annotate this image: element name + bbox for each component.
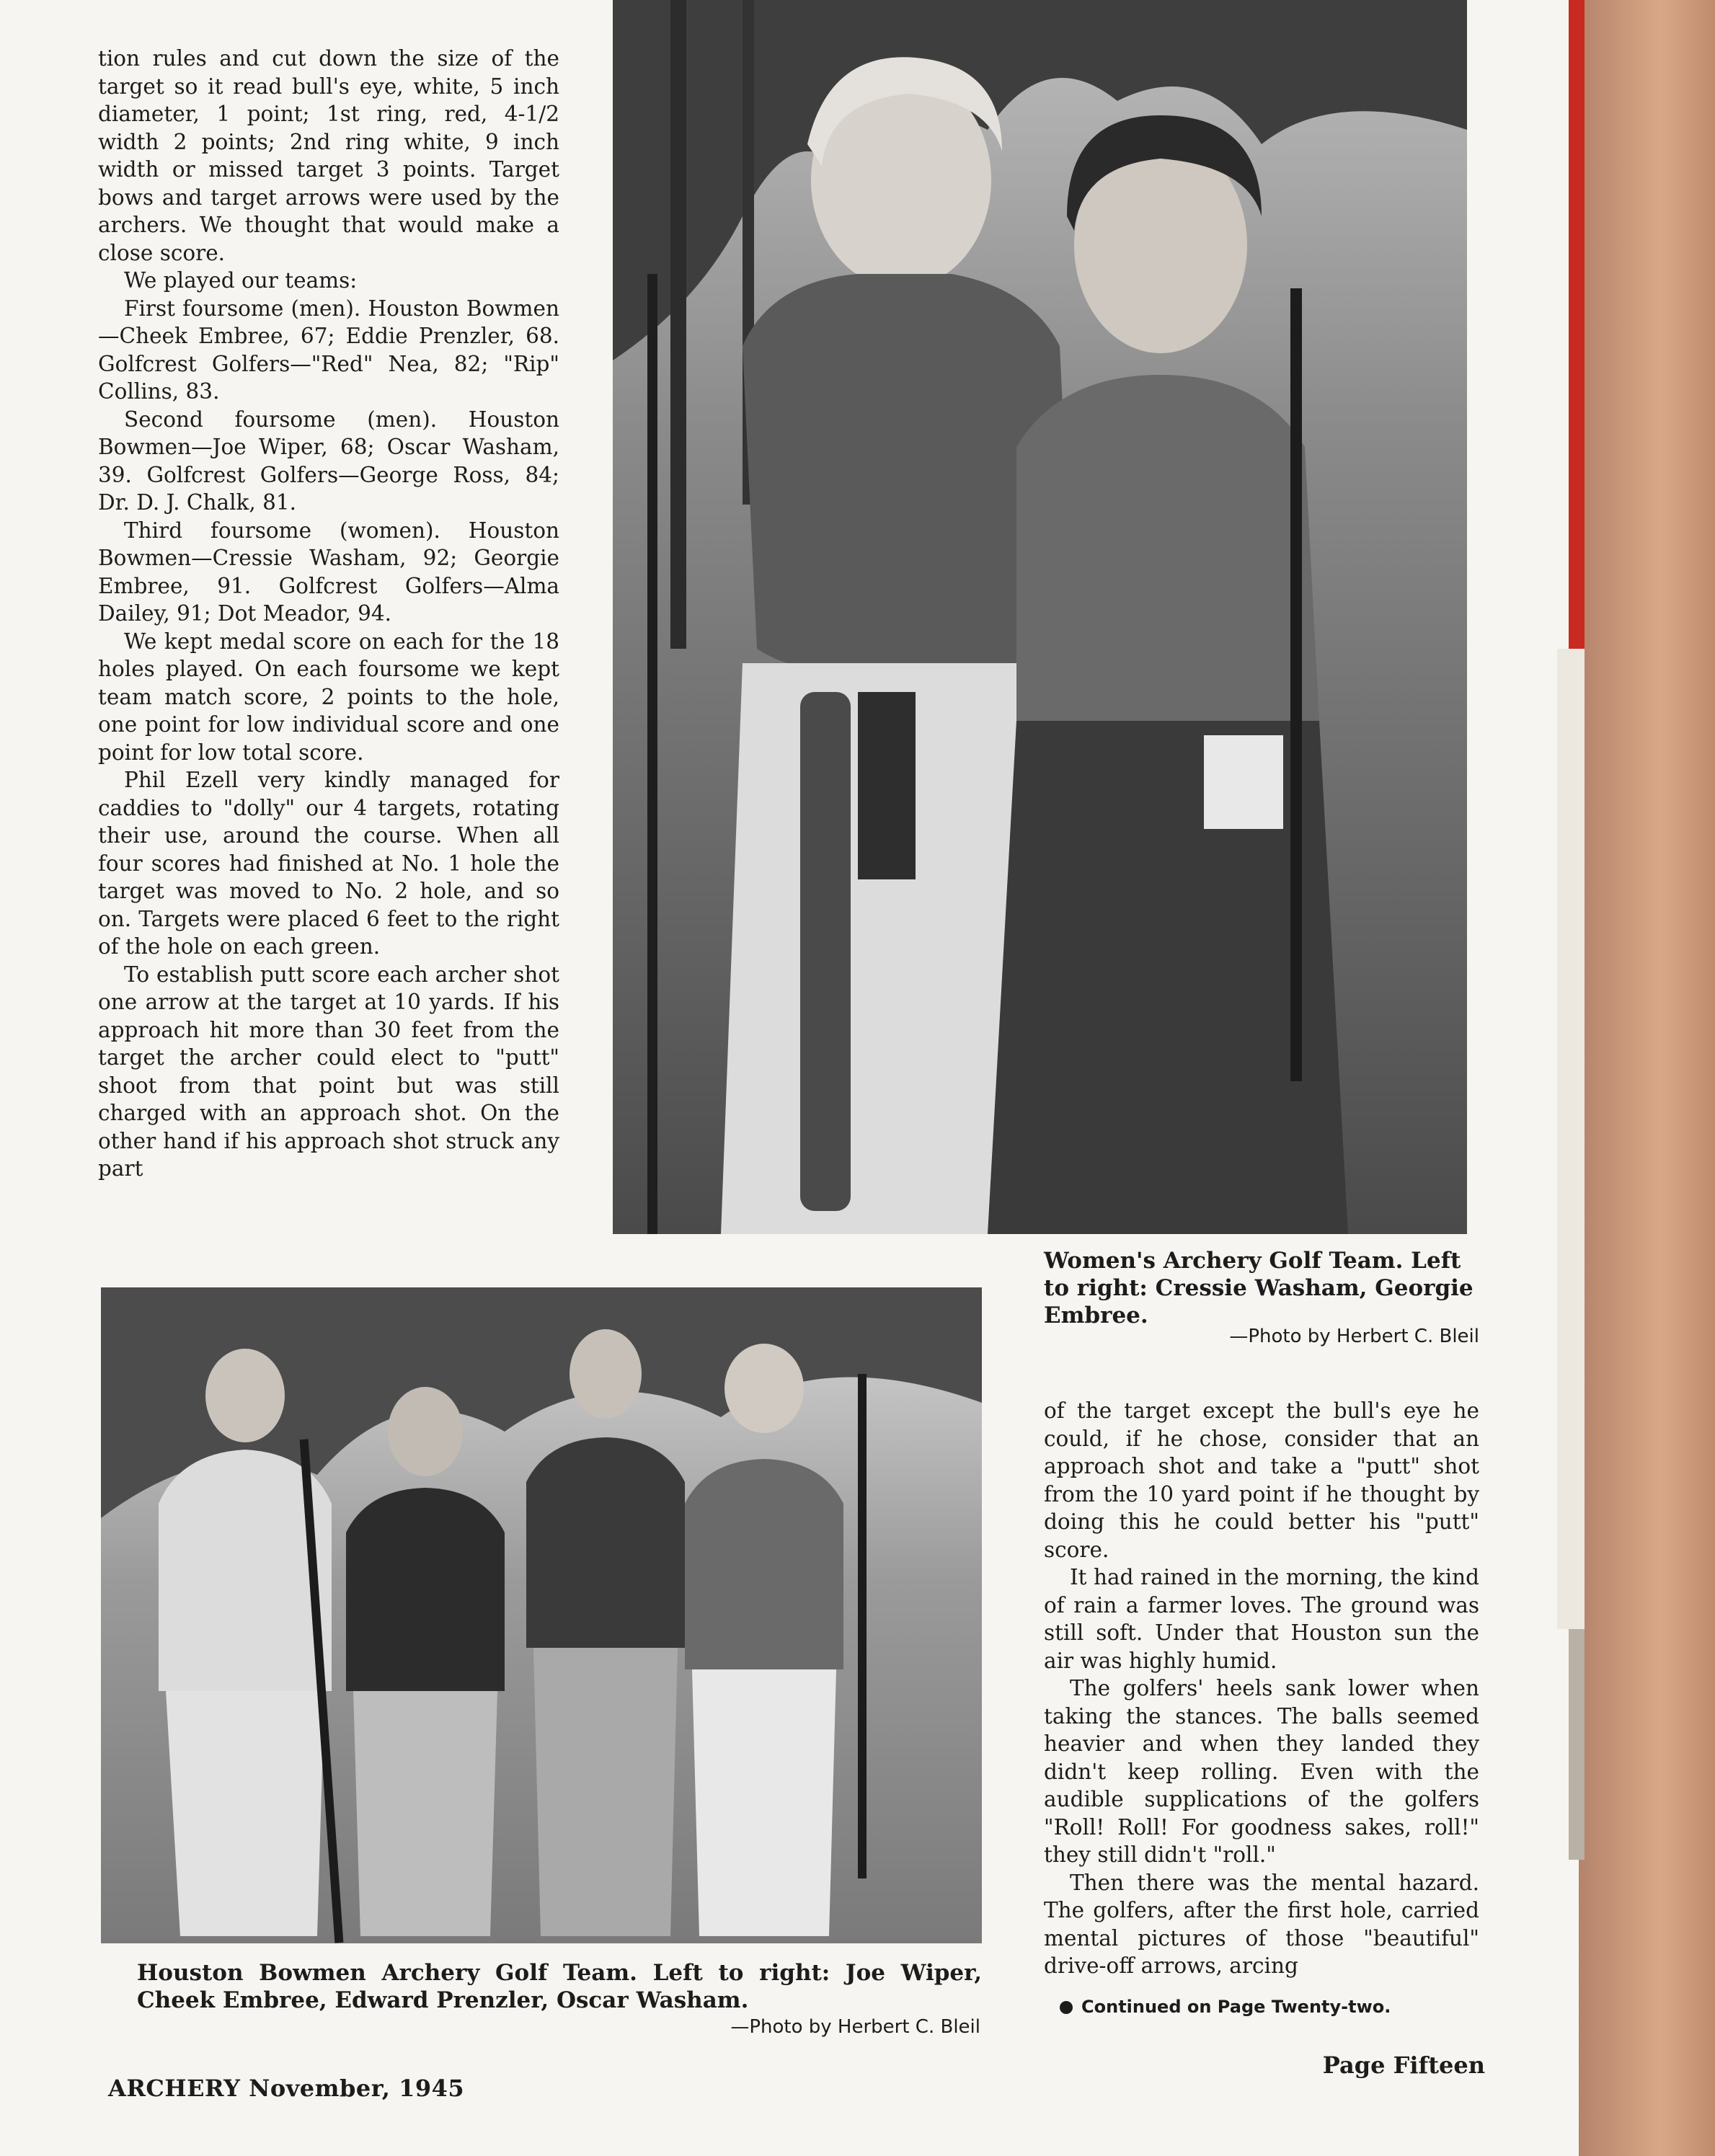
- paragraph: Second foursome (men). Houston Bowmen—Joe Wiper, 68; Oscar Washam, 39. Golfcrest Golfers—George Ross, 84; Dr. D. J. Chalk, 81.: [98, 407, 559, 515]
- footer-magazine-title: ARCHERY November, 1945: [108, 2075, 465, 2102]
- women-photo-caption: Women's Archery Golf Team. Left to right: Cressie Washam, Georgie Embree.: [1044, 1248, 1474, 1328]
- paragraph: Then there was the mental hazard. The golfers, after the first hole, carried mental pictures of those "beautiful" drive-off arrows, arcing: [1044, 1870, 1479, 1978]
- paragraph: of the target except the bull's eye he could, if he chose, consider that an approach shot and take a "putt" shot from the 10 yard point if he thought by doing this he could better his "putt" score.: [1044, 1398, 1479, 1562]
- left-text-column: [98, 45, 559, 1183]
- paragraph: The golfers' heels sank lower when taking the stances. The balls seemed heavier and when they landed they didn't keep rolling. Even with the audible supplications of the golfers "Roll! Roll! For goodness sakes, roll!" they still didn't "roll.": [1044, 1676, 1479, 1867]
- paragraph: It had rained in the morning, the kind of rain a farmer loves. The ground was still soft. Under that Houston sun the air was highly humid.: [1044, 1565, 1479, 1673]
- spine-gray-stripe: [1569, 1629, 1585, 1860]
- women-photo-credit: —Photo by Herbert C. Bleil: [1229, 1326, 1479, 1347]
- spine-paper-edge: [1557, 649, 1585, 1629]
- paragraph: tion rules and cut down the size of the target so it read bull's eye, white, 5 inch diameter, 1 point; 1st ring, red, 4-1/2 width 2 points; 2nd ring white, 9 inch width or missed target 3 points. Target bows and target arrows were used by the archers. We thought that would make a close score.: [98, 46, 559, 265]
- men-photo-caption: Houston Bowmen Archery Golf Team. Left to right: Joe Wiper, Cheek Embree, Edward Prenzler, Oscar Washam.: [137, 1960, 982, 2013]
- men-photo-credit: —Photo by Herbert C. Bleil: [730, 2016, 980, 2038]
- paragraph: We played our teams:: [124, 268, 358, 293]
- men-team-photo: [101, 1287, 982, 1943]
- spine-red-stripe: [1569, 0, 1585, 649]
- paragraph: Phil Ezell very kindly managed for caddies to "dolly" our 4 targets, rotating their use, around the course. When all four scores had finished at No. 1 hole the target was moved to No. 2 hole, and so on. Targets were placed 6 feet to the right of the hole on each green.: [98, 768, 559, 959]
- women-team-photo: [613, 0, 1467, 1234]
- continued-note: [1060, 1995, 1485, 2018]
- continued-text: Continued on Page Twenty-two.: [1081, 1997, 1391, 2017]
- paragraph: First foursome (men). Houston Bowmen—Cheek Embree, 67; Eddie Prenzler, 68. Golfcrest Golfers—"Red" Nea, 82; "Rip" Collins, 83.: [98, 296, 559, 404]
- bullet-dot-icon: [1060, 2001, 1073, 2014]
- paragraph: We kept medal score on each for the 18 holes played. On each foursome we kept team match score, 2 points to the hole, one point for low individual score and one point for low total score.: [98, 629, 559, 765]
- book-spine: [1579, 0, 1715, 2156]
- paragraph: To establish putt score each archer shot one arrow at the target at 10 yards. If his approach hit more than 30 feet from the target the archer could elect to "putt" shoot from that point but was still charged with an approach shot. On the other hand if his approach shot struck any part: [98, 962, 559, 1181]
- footer-page-number: Page Fifteen: [1322, 2051, 1485, 2079]
- right-text-column: [1044, 1397, 1479, 1980]
- paragraph: Third foursome (women). Houston Bowmen—Cressie Washam, 92; Georgie Embree, 91. Golfcrest Golfers—Alma Dailey, 91; Dot Meador, 94.: [98, 518, 559, 626]
